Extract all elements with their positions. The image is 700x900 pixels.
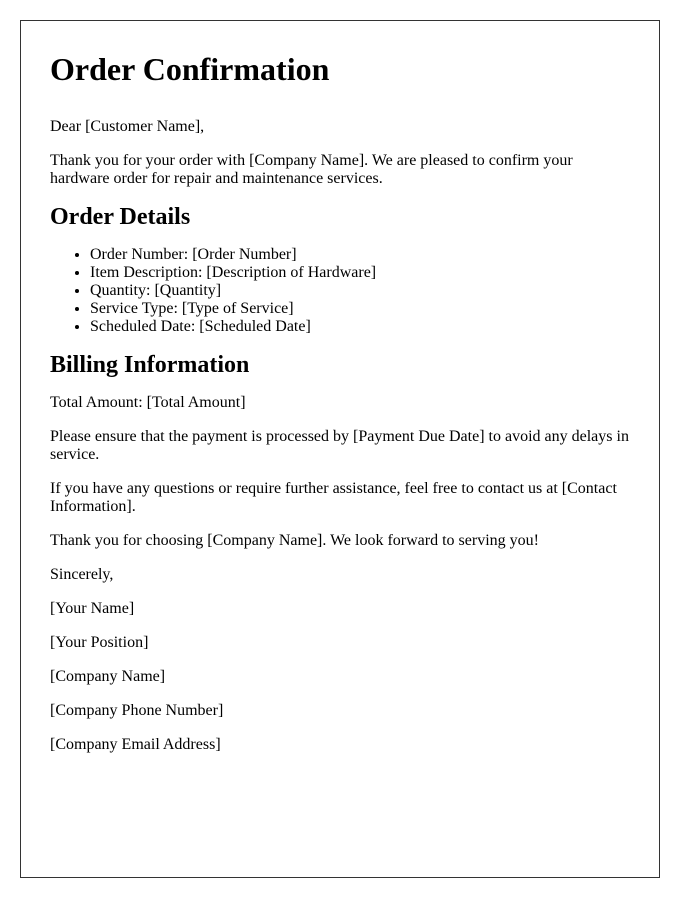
order-details-heading: Order Details [50,204,191,230]
letter-page [20,20,660,878]
list-item: • Item Description: [Description of Hardware] [90,264,630,282]
payment-note: Please ensure that the payment is processed by [Payment Due Date] to avoid any delays in service. [50,428,629,463]
billing-heading: Billing Information [50,352,250,378]
signer-company: [Company Name] [50,668,166,685]
contact-note: If you have any questions or require further assistance, feel free to contact us at [Contact Information]. [50,480,617,515]
list-item: • Scheduled Date: [Scheduled Date] [90,318,630,336]
list-item: • Quantity: [Quantity] [90,282,630,300]
company-phone: [Company Phone Number] [50,702,224,719]
thanks-text: Thank you for choosing [Company Name]. We look forward to serving you! [50,532,539,549]
order-details-list [50,246,630,336]
signer-position: [Your Position] [50,634,149,651]
list-item: • Order Number: [Order Number] [90,246,630,264]
total-amount-text: Total Amount: [Total Amount] [50,394,246,411]
letter-content [50,49,630,754]
list-item: • Service Type: [Type of Service] [90,300,630,318]
intro-paragraph: Thank you for your order with [Company Name]. We are pleased to confirm your hardware order for repair and maintenance services. [50,152,573,187]
greeting-text: Dear [Customer Name], [50,118,205,135]
signer-name: [Your Name] [50,600,135,617]
closing-text: Sincerely, [50,566,114,583]
page-title: Order Confirmation [50,51,330,87]
company-email: [Company Email Address] [50,736,221,753]
